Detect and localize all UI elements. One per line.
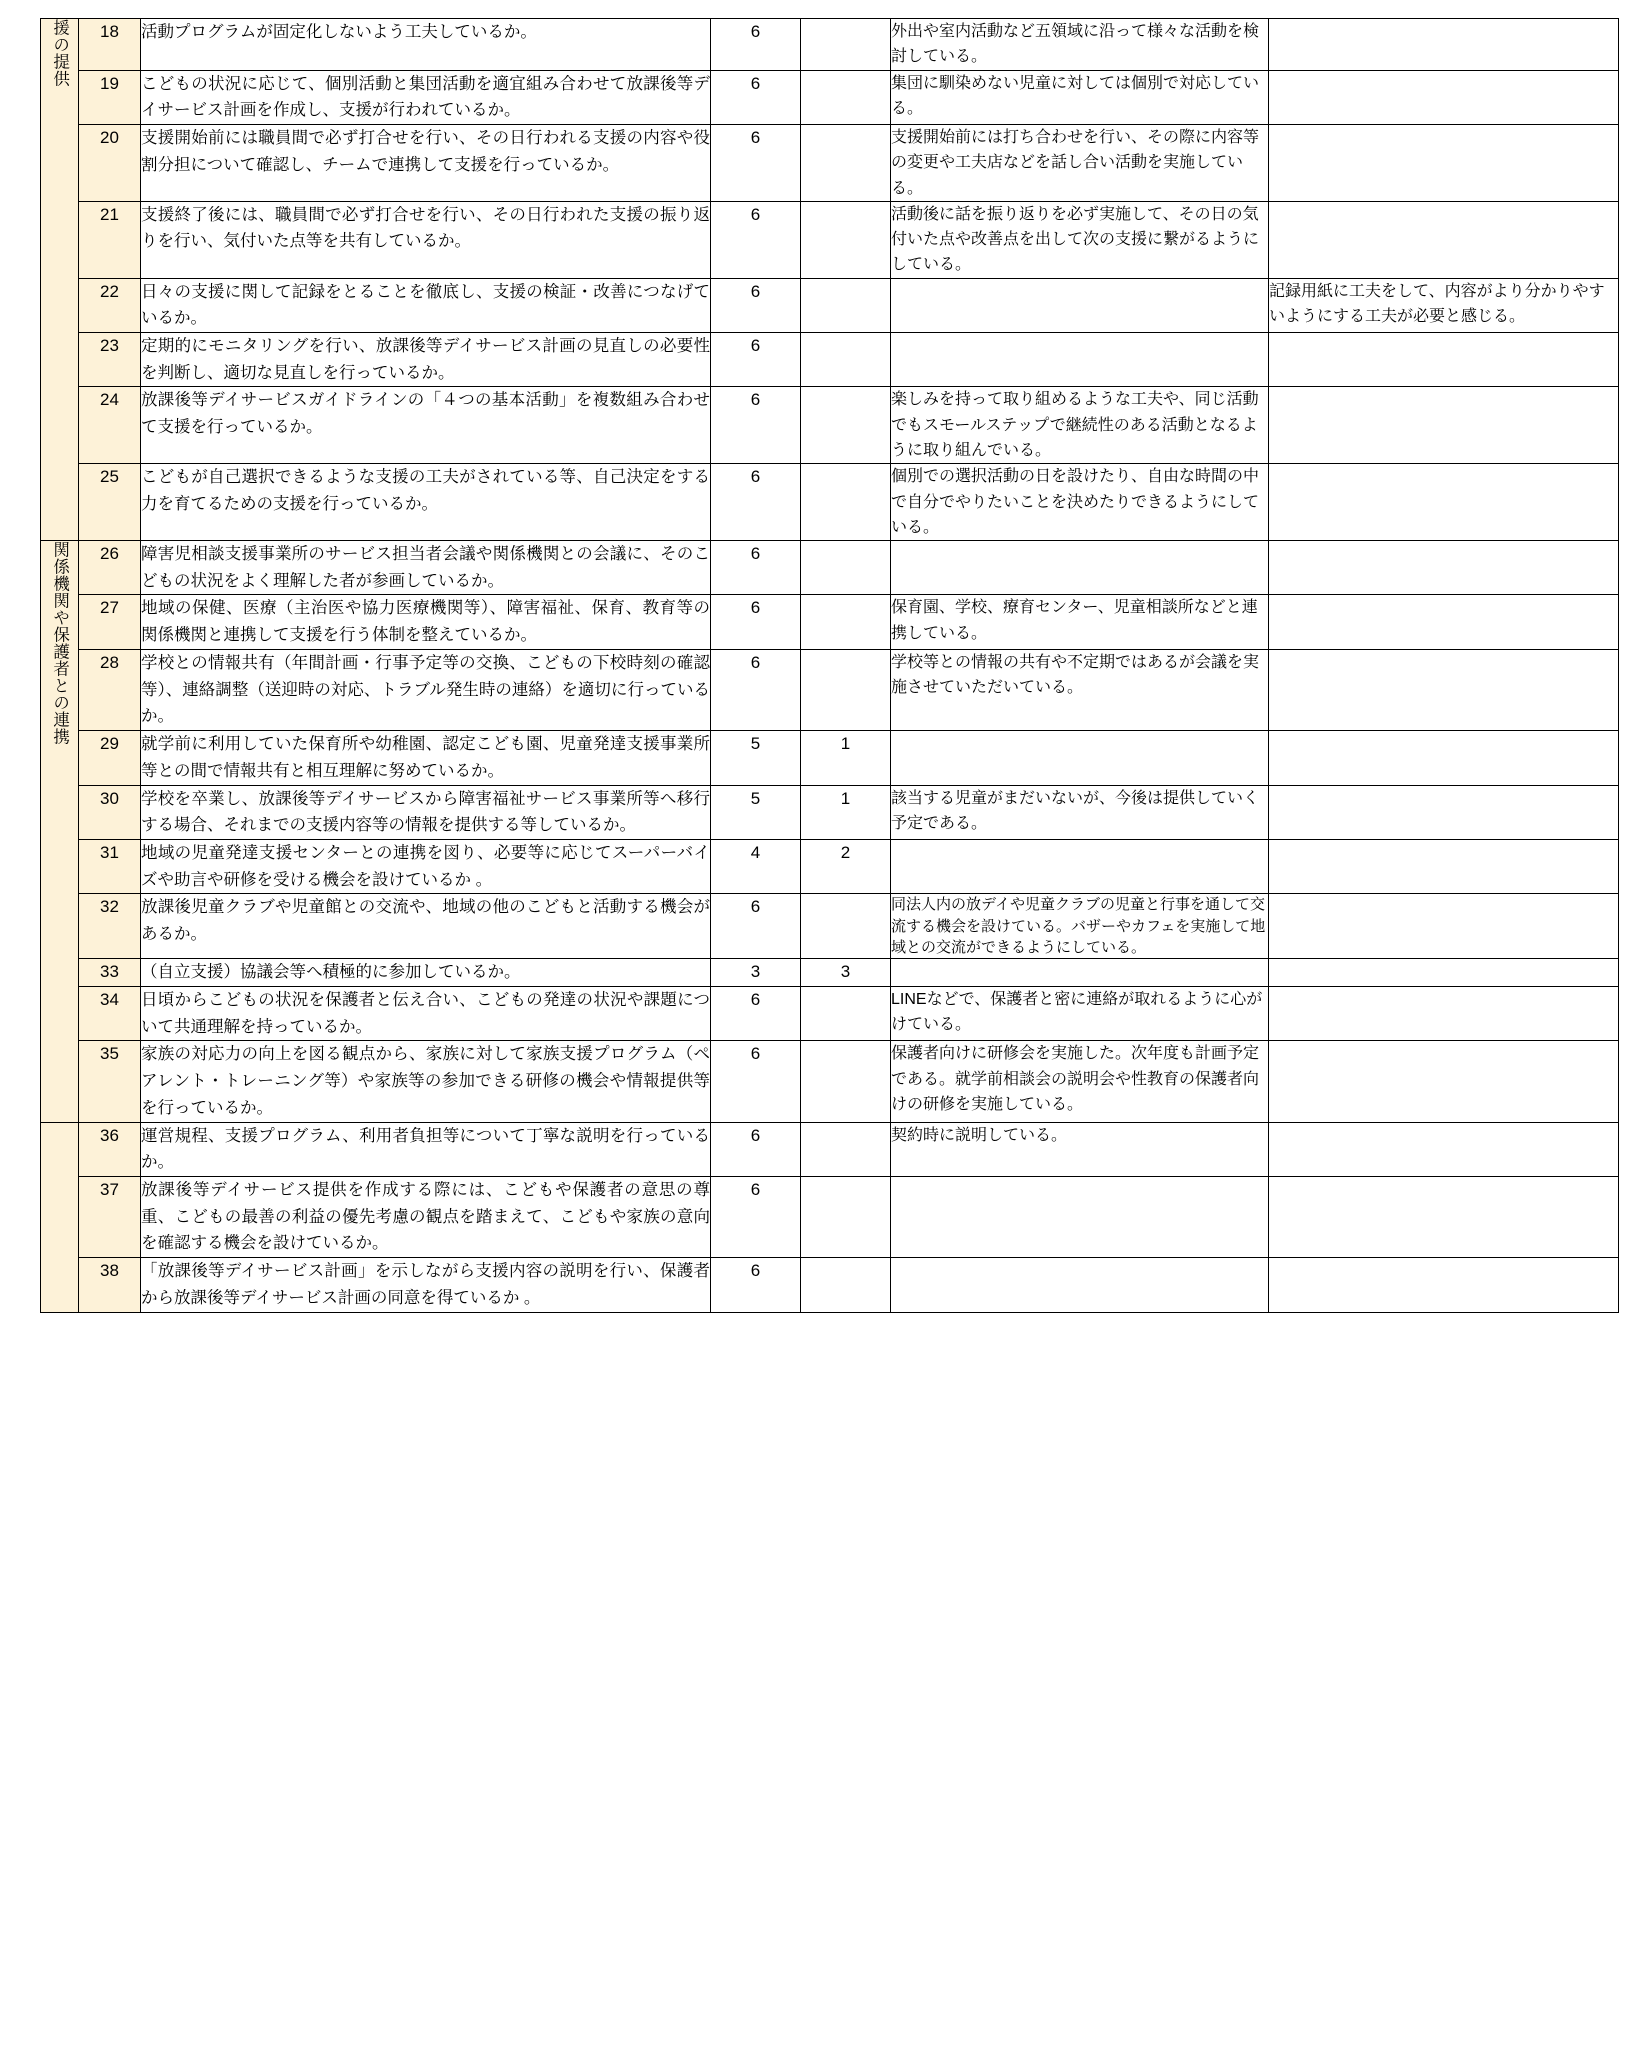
row-number: 30: [79, 785, 141, 839]
category-label: 援の提供: [50, 19, 69, 87]
row-yes-count: 6: [711, 124, 801, 201]
row-item-text: こどもの状況に応じて、個別活動と集団活動を適宜組み合わせて放課後等デイサービス計画を作成し、支援が行われているか。: [141, 70, 711, 124]
row-number: 21: [79, 201, 141, 278]
row-item-text: 定期的にモニタリングを行い、放課後等デイサービス計画の見直しの必要性を判断し、適切な見直しを行っているか。: [141, 333, 711, 387]
row-item-text: 活動プログラムが固定化しないよう工夫しているか。: [141, 19, 711, 71]
row-extra: [1269, 19, 1619, 71]
row-no-count: [801, 201, 891, 278]
row-number: 33: [79, 959, 141, 987]
row-extra: [1269, 333, 1619, 387]
row-comment: 学校等との情報の共有や不定期ではあるが会議を実施させていただいている。: [891, 649, 1269, 730]
row-comment: [891, 959, 1269, 987]
row-comment: [891, 731, 1269, 785]
row-extra: [1269, 649, 1619, 730]
table-row: [41, 70, 1619, 124]
row-item-text: 学校を卒業し、放課後等デイサービスから障害福祉サービス事業所等へ移行する場合、それまでの支援内容等の情報を提供する等しているか。: [141, 785, 711, 839]
row-number: 32: [79, 894, 141, 959]
row-extra: [1269, 464, 1619, 541]
row-comment: 外出や室内活動など五領域に沿って様々な活動を検討している。: [891, 19, 1269, 71]
row-yes-count: 6: [711, 1258, 801, 1312]
row-extra: [1269, 839, 1619, 893]
row-comment: [891, 278, 1269, 332]
row-number: 36: [79, 1122, 141, 1176]
row-number: 26: [79, 541, 141, 595]
row-yes-count: 4: [711, 839, 801, 893]
row-comment: 支援開始前には打ち合わせを行い、その際に内容等の変更や工夫店などを話し合い活動を実施している。: [891, 124, 1269, 201]
row-item-text: 放課後児童クラブや児童館との交流や、地域の他のこどもと活動する機会があるか。: [141, 894, 711, 959]
row-yes-count: 5: [711, 731, 801, 785]
row-no-count: [801, 595, 891, 649]
row-number: 18: [79, 19, 141, 71]
table-row: [41, 986, 1619, 1040]
row-comment: [891, 541, 1269, 595]
row-no-count: 2: [801, 839, 891, 893]
row-extra: [1269, 1041, 1619, 1122]
row-no-count: [801, 1177, 891, 1258]
category-label: 関係機関や保護者との連携: [50, 541, 69, 746]
row-no-count: [801, 278, 891, 332]
row-extra: [1269, 201, 1619, 278]
row-number: 25: [79, 464, 141, 541]
row-no-count: [801, 1258, 891, 1312]
row-yes-count: 6: [711, 70, 801, 124]
row-comment: 個別での選択活動の日を設けたり、自由な時間の中で自分でやりたいことを決めたりできるようにしている。: [891, 464, 1269, 541]
row-item-text: 「放課後等デイサービス計画」を示しながら支援内容の説明を行い、保護者から放課後等デイサービス計画の同意を得ているか 。: [141, 1258, 711, 1312]
row-no-count: [801, 333, 891, 387]
row-item-text: 放課後等デイサービスガイドラインの「４つの基本活動」を複数組み合わせて支援を行っているか。: [141, 387, 711, 464]
row-yes-count: 5: [711, 785, 801, 839]
row-item-text: 支援終了後には、職員間で必ず打合せを行い、その日行われた支援の振り返りを行い、気付いた点等を共有しているか。: [141, 201, 711, 278]
row-extra: [1269, 959, 1619, 987]
row-number: 29: [79, 731, 141, 785]
self-evaluation-table: [40, 18, 1619, 1313]
row-item-text: 家族の対応力の向上を図る観点から、家族に対して家族支援プログラム（ペアレント・トレーニング等）や家族等の参加できる研修の機会や情報提供等を行っているか。: [141, 1041, 711, 1122]
row-comment: [891, 1258, 1269, 1312]
table-row: [41, 649, 1619, 730]
row-item-text: 日々の支援に関して記録をとることを徹底し、支援の検証・改善につなげているか。: [141, 278, 711, 332]
row-comment: 活動後に話を振り返りを必ず実施して、その日の気付いた点や改善点を出して次の支援に繋がるようにしている。: [891, 201, 1269, 278]
row-item-text: 運営規程、支援プログラム、利用者負担等について丁寧な説明を行っているか。: [141, 1122, 711, 1176]
row-item-text: 学校との情報共有（年間計画・行事予定等の交換、こどもの下校時刻の確認等）、連絡調整（送迎時の対応、トラブル発生時の連絡）を適切に行っているか。: [141, 649, 711, 730]
row-no-count: [801, 894, 891, 959]
table-row: [41, 731, 1619, 785]
row-comment: 同法人内の放デイや児童クラブの児童と行事を通して交流する機会を設けている。バザーやカフェを実施して地域との交流ができるようにしている。: [891, 894, 1269, 959]
row-comment: LINEなどで、保護者と密に連絡が取れるように心がけている。: [891, 986, 1269, 1040]
row-yes-count: 6: [711, 19, 801, 71]
row-item-text: 障害児相談支援事業所のサービス担当者会議や関係機関との会議に、そのこどもの状況をよく理解した者が参画しているか。: [141, 541, 711, 595]
row-number: 27: [79, 595, 141, 649]
row-extra: [1269, 541, 1619, 595]
table-row: [41, 1122, 1619, 1176]
row-number: 19: [79, 70, 141, 124]
row-extra: [1269, 986, 1619, 1040]
row-yes-count: 6: [711, 1041, 801, 1122]
row-yes-count: 6: [711, 278, 801, 332]
row-yes-count: 6: [711, 894, 801, 959]
row-yes-count: 6: [711, 201, 801, 278]
row-no-count: [801, 19, 891, 71]
row-no-count: [801, 1122, 891, 1176]
table-row: [41, 124, 1619, 201]
row-extra: [1269, 894, 1619, 959]
row-no-count: 1: [801, 785, 891, 839]
table-row: [41, 387, 1619, 464]
row-comment: 該当する児童がまだいないが、今後は提供していく予定である。: [891, 785, 1269, 839]
row-no-count: 1: [801, 731, 891, 785]
row-number: 22: [79, 278, 141, 332]
row-extra: [1269, 785, 1619, 839]
row-number: 35: [79, 1041, 141, 1122]
row-number: 38: [79, 1258, 141, 1312]
row-extra: [1269, 70, 1619, 124]
row-extra: [1269, 1122, 1619, 1176]
row-comment: [891, 333, 1269, 387]
row-number: 37: [79, 1177, 141, 1258]
row-comment: [891, 1177, 1269, 1258]
row-yes-count: 6: [711, 464, 801, 541]
table-row: [41, 464, 1619, 541]
row-no-count: [801, 464, 891, 541]
row-extra: [1269, 1258, 1619, 1312]
row-extra: 記録用紙に工夫をして、内容がより分かりやすいようにする工夫が必要と感じる。: [1269, 278, 1619, 332]
row-comment: 保育園、学校、療育センター、児童相談所などと連携している。: [891, 595, 1269, 649]
table-row: [41, 785, 1619, 839]
table-row: [41, 1177, 1619, 1258]
row-no-count: [801, 986, 891, 1040]
row-comment: 保護者向けに研修会を実施した。次年度も計画予定である。就学前相談会の説明会や性教育の保護者向けの研修を実施している。: [891, 1041, 1269, 1122]
row-no-count: [801, 541, 891, 595]
table-row: [41, 278, 1619, 332]
row-yes-count: 6: [711, 541, 801, 595]
table-row: [41, 541, 1619, 595]
row-item-text: （自立支援）協議会等へ積極的に参加しているか。: [141, 959, 711, 987]
row-yes-count: 6: [711, 387, 801, 464]
row-number: 20: [79, 124, 141, 201]
row-extra: [1269, 731, 1619, 785]
row-no-count: [801, 1041, 891, 1122]
category-cell-explanation: [41, 1122, 79, 1312]
row-number: 23: [79, 333, 141, 387]
row-comment: 楽しみを持って取り組めるような工夫や、同じ活動でもスモールステップで継続性のある活動となるように取り組んでいる。: [891, 387, 1269, 464]
row-number: 24: [79, 387, 141, 464]
category-cell-support-provision: [41, 19, 79, 541]
row-extra: [1269, 1177, 1619, 1258]
row-item-text: 支援開始前には職員間で必ず打合せを行い、その日行われる支援の内容や役割分担について確認し、チームで連携して支援を行っているか。: [141, 124, 711, 201]
row-item-text: 地域の保健、医療（主治医や協力医療機関等）、障害福祉、保育、教育等の関係機関と連携して支援を行う体制を整えているか。: [141, 595, 711, 649]
row-yes-count: 3: [711, 959, 801, 987]
row-item-text: 地域の児童発達支援センターとの連携を図り、必要等に応じてスーパーバイズや助言や研修を受ける機会を設けているか 。: [141, 839, 711, 893]
row-extra: [1269, 387, 1619, 464]
row-no-count: [801, 70, 891, 124]
row-number: 28: [79, 649, 141, 730]
row-no-count: [801, 124, 891, 201]
table-row: [41, 1258, 1619, 1312]
row-comment: [891, 839, 1269, 893]
table-row: [41, 894, 1619, 959]
table-row: [41, 595, 1619, 649]
row-item-text: 日頃からこどもの状況を保護者と伝え合い、こどもの発達の状況や課題について共通理解を持っているか。: [141, 986, 711, 1040]
row-item-text: 放課後等デイサービス提供を作成する際には、こどもや保護者の意思の尊重、こどもの最善の利益の優先考慮の観点を踏まえて、こどもや家族の意向を確認する機会を設けているか。: [141, 1177, 711, 1258]
row-no-count: [801, 649, 891, 730]
row-yes-count: 6: [711, 333, 801, 387]
row-item-text: こどもが自己選択できるような支援の工夫がされている等、自己決定をする力を育てるための支援を行っているか。: [141, 464, 711, 541]
row-number: 31: [79, 839, 141, 893]
row-yes-count: 6: [711, 1122, 801, 1176]
table-row: [41, 1041, 1619, 1122]
row-extra: [1269, 595, 1619, 649]
category-cell-coordination: [41, 541, 79, 1123]
table-row: [41, 201, 1619, 278]
row-yes-count: 6: [711, 1177, 801, 1258]
row-comment: 集団に馴染めない児童に対しては個別で対応している。: [891, 70, 1269, 124]
table-row: [41, 333, 1619, 387]
row-extra: [1269, 124, 1619, 201]
row-no-count: [801, 387, 891, 464]
table-row: [41, 19, 1619, 71]
row-yes-count: 6: [711, 986, 801, 1040]
table-row: [41, 959, 1619, 987]
row-item-text: 就学前に利用していた保育所や幼稚園、認定こども園、児童発達支援事業所等との間で情報共有と相互理解に努めているか。: [141, 731, 711, 785]
row-comment: 契約時に説明している。: [891, 1122, 1269, 1176]
row-number: 34: [79, 986, 141, 1040]
row-yes-count: 6: [711, 649, 801, 730]
table-row: [41, 839, 1619, 893]
row-yes-count: 6: [711, 595, 801, 649]
row-no-count: 3: [801, 959, 891, 987]
